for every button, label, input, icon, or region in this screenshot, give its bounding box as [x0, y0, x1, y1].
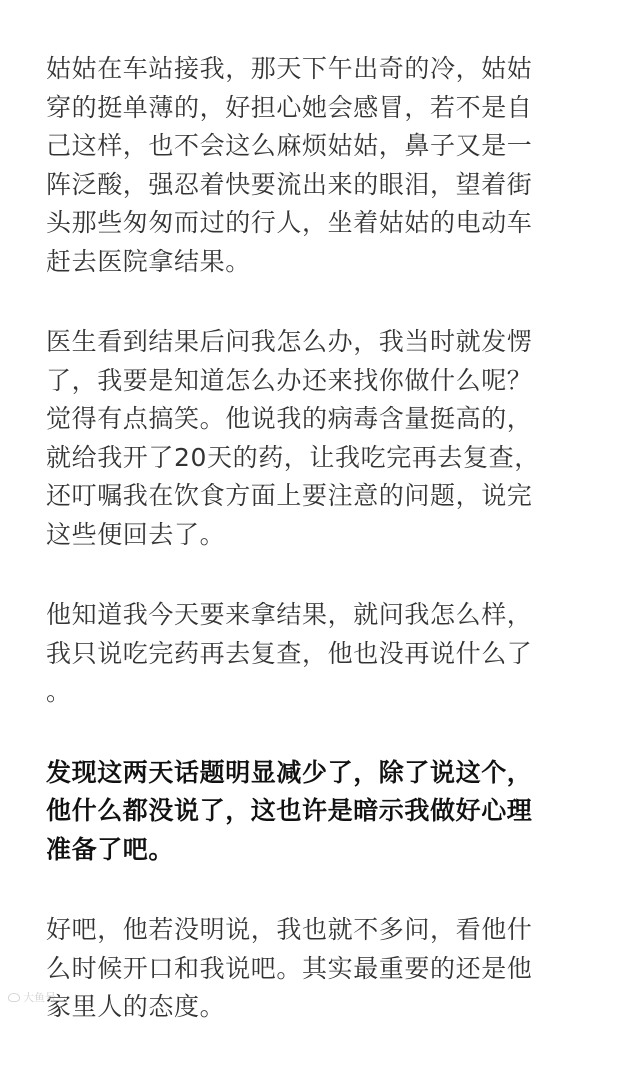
text-line: 还叮嘱我在饮食方面上要注意的问题，说完: [46, 481, 533, 510]
text-line: 他什么都没说了，这也许是暗示我做好心理: [46, 796, 533, 825]
text-line: 发现这两天话题明显减少了，除了说这个，: [46, 757, 533, 787]
text-line: 了，我要是知道怎么办还来找你做什么呢？: [46, 365, 533, 395]
article-body: [46, 50, 606, 1069]
watermark-text: 大鱼号: [23, 991, 56, 1004]
text-line: 觉得有点搞笑。他说我的病毒含量挺高的，: [46, 404, 533, 433]
text-line: 家里人的态度。: [46, 992, 226, 1021]
text-line: 准备了吧。: [46, 834, 175, 864]
text-line: 姑姑在车站接我，那天下午出奇的冷，姑姑: [46, 54, 533, 83]
text-line: 。: [46, 677, 72, 706]
paragraph-2: [46, 323, 606, 554]
text-line: 就给我开了20天的药，让我吃完再去复查，: [46, 442, 540, 472]
text-line: 穿的挺单薄的，好担心她会感冒，若不是自: [46, 92, 533, 122]
text-line: 医生看到结果后问我怎么办，我当时就发愣: [46, 327, 533, 356]
text-line: 他知道我今天要来拿结果，就问我怎么样，: [46, 600, 533, 629]
watermark: [8, 989, 56, 1005]
text-line: 赶去医院拿结果。: [46, 246, 251, 276]
text-line: 头那些匆匆而过的行人，坐着姑姑的电动车: [46, 208, 533, 237]
paragraph-1: [46, 50, 606, 281]
paragraph-3: [46, 596, 606, 712]
paragraph-5: [46, 911, 606, 1027]
text-line: 么时候开口和我说吧。其实最重要的还是他: [46, 953, 533, 983]
text-line: 己这样，也不会这么麻烦姑姑，鼻子又是一: [46, 131, 533, 160]
text-line: 这些便回去了。: [46, 519, 226, 549]
paragraph-4-bold: [46, 754, 606, 870]
fish-logo-icon: [8, 993, 20, 1002]
text-line: 好吧，他若没明说，我也就不多问，看他什: [46, 915, 533, 944]
text-line: 我只说吃完药再去复查，他也没再说什么了: [46, 638, 533, 668]
text-line: 阵泛酸，强忍着快要流出来的眼泪，望着街: [46, 169, 533, 199]
